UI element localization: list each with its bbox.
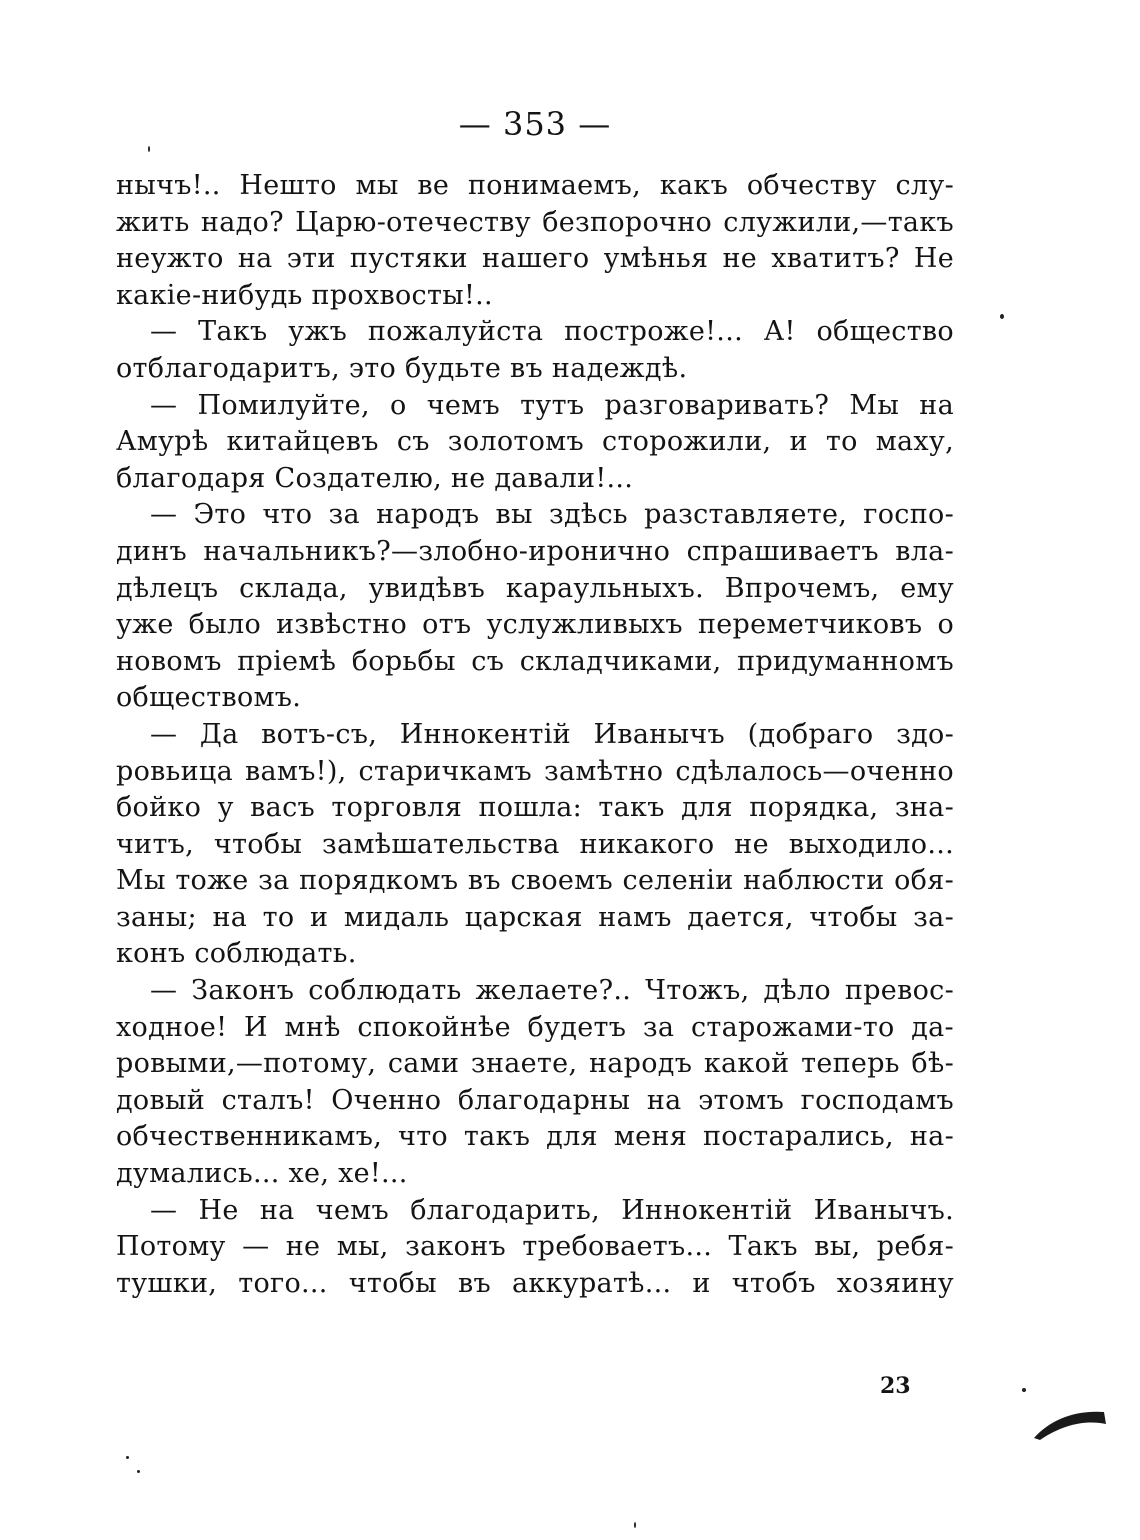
text-line: бойко у васъ торговля пошла: такъ для порядка, зна- xyxy=(116,792,954,824)
printer-signature-mark: 23 xyxy=(880,1373,911,1399)
text-line: неужто на эти пустяки нашего умѣнья не хватитъ? Не xyxy=(116,243,954,275)
ink-smudge xyxy=(1030,1396,1110,1446)
scan-speck xyxy=(1022,1388,1026,1392)
text-line: — Да вотъ-съ, Иннокентій Иванычъ (добраго здо- xyxy=(150,718,954,750)
scan-speck xyxy=(148,146,150,152)
text-line: ровыми,—потому, сами знаете, народъ какой теперь бѣ- xyxy=(116,1048,954,1080)
text-line: думались... хе, хе!... xyxy=(116,1158,408,1190)
text-line: довый сталъ! Оченно благодарны на этомъ господамъ xyxy=(116,1084,954,1116)
text-line: Потому — не мы, законъ требоваетъ... Такъ вы, ребя- xyxy=(116,1231,954,1263)
text-line: заны; на то и мидаль царская намъ дается, чтобы за- xyxy=(116,901,954,933)
text-line: новомъ пріемѣ борьбы съ складчиками, придуманномъ xyxy=(116,645,954,677)
text-line: тушки, того... чтобы въ аккуратѣ... и чтобъ хозяину xyxy=(116,1267,954,1299)
text-line: — Помилуйте, о чемъ тутъ разговаривать? Мы на xyxy=(150,389,954,421)
text-line: уже было извѣстно отъ услужливыхъ переметчиковъ о xyxy=(116,609,954,641)
text-line: ходное! И мнѣ спокойнѣе будетъ за старожами-то да- xyxy=(116,1011,954,1043)
text-line: динъ начальникъ?—злобно-иронично спрашиваетъ вла- xyxy=(116,535,954,567)
text-line: жить надо? Царю-отечеству безпорочно служили,—такъ xyxy=(116,206,954,238)
text-line: Амурѣ китайцевъ съ золотомъ сторожили, и то маху, xyxy=(116,426,954,458)
text-line: отблагодаритъ, это будьте въ надеждѣ. xyxy=(116,352,688,384)
text-line: ровьица вамъ!), старичкамъ замѣтно сдѣлалось—оченно xyxy=(116,755,954,787)
text-line: — Это что за народъ вы здѣсь разставляете, госпо- xyxy=(150,499,954,531)
text-line: — Законъ соблюдать желаете?.. Чтожъ, дѣло превос- xyxy=(150,975,954,1007)
text-line: какіе-нибудь прохвосты!.. xyxy=(116,279,493,311)
text-line: нычъ!.. Нешто мы ве понимаемъ, какъ обчеству слу- xyxy=(116,170,954,201)
text-line: благодаря Создателю, не давали!... xyxy=(116,462,634,494)
scan-speck xyxy=(634,1522,636,1528)
page-number: — 353 — xyxy=(458,105,612,143)
text-line: — Не на чемъ благодарить, Иннокентій Иванычъ. xyxy=(150,1194,954,1226)
text-line: дѣлецъ склада, увидѣвъ караульныхъ. Впрочемъ, ему xyxy=(116,572,954,604)
text-line: читъ, чтобы замѣшательства никакого не выходило... xyxy=(116,828,954,860)
text-line: обществомъ. xyxy=(116,682,302,714)
scan-speck xyxy=(137,1470,140,1473)
text-line: конъ соблюдать. xyxy=(116,938,357,970)
scan-speck xyxy=(1000,314,1004,319)
text-line: обчественникамъ, что такъ для меня постарались, на- xyxy=(116,1121,954,1153)
text-line: Мы тоже за порядкомъ въ своемъ селеніи наблюсти обя- xyxy=(116,865,954,897)
text-line: — Такъ ужъ пожалуйста построже!... А! общество xyxy=(150,316,954,348)
scan-speck xyxy=(126,1456,129,1459)
body-text xyxy=(116,168,954,1302)
